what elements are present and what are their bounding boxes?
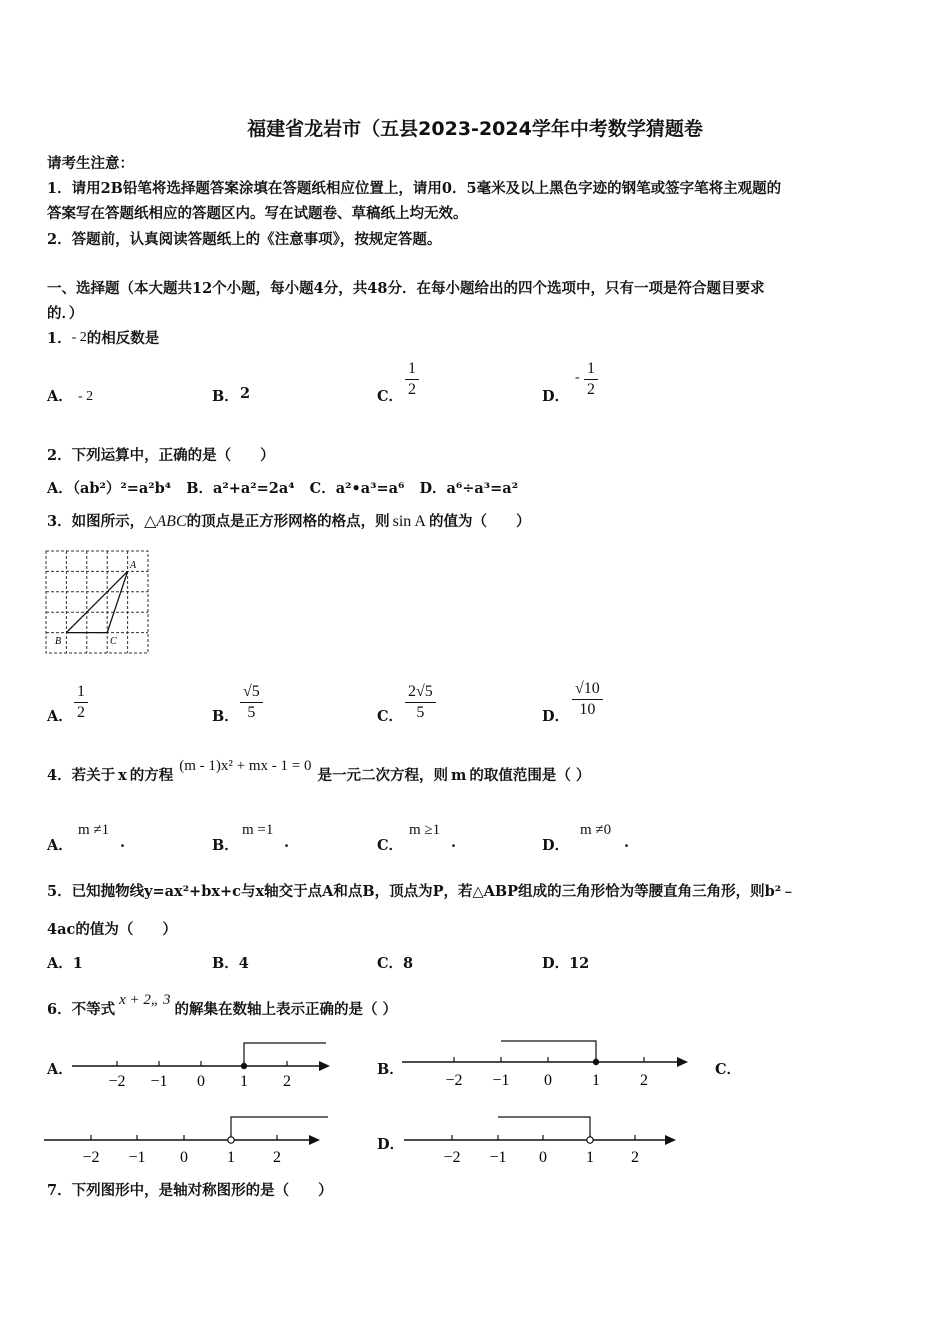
question-2-stem: 2．下列运算中，正确的是（ ） (47, 447, 275, 464)
q1-option-d-label: D． (542, 388, 570, 405)
notice-line-2: 答案写在答题纸相应的答题区内。写在试题卷、草稿纸上均无效。 (47, 205, 468, 222)
q1-option-c-fraction: 1 2 (405, 360, 419, 399)
tick-label: −1 (492, 1072, 510, 1089)
q4-option-c: m ≥1 (409, 822, 441, 838)
triangle-side-ca (107, 571, 127, 632)
q5-option-b: B．4 (212, 955, 249, 972)
q6-option-a-label: A． (47, 1061, 73, 1078)
axis-arrow (677, 1057, 688, 1067)
tick-label: 0 (180, 1149, 188, 1166)
axis-arrow (309, 1135, 320, 1145)
tick-label: 0 (544, 1072, 552, 1089)
q4-option-a-label: A． (47, 837, 73, 854)
tick-label: 0 (197, 1073, 205, 1090)
triangle-side-ba (66, 571, 127, 632)
q3-option-c-label: C． (377, 708, 404, 725)
q4-option-c-dot: . (451, 834, 457, 851)
q3-option-b-fraction: √5 5 (240, 683, 263, 722)
tick-label: 1 (586, 1149, 594, 1166)
axis-arrow (665, 1135, 676, 1145)
hollow-point (228, 1137, 234, 1143)
tick-label: 2 (283, 1073, 291, 1090)
question-1-stem: 1．- 2的相反数是 (47, 330, 160, 347)
q4-option-c-label: C． (377, 837, 404, 854)
q3-option-a-fraction: 1 2 (74, 683, 88, 722)
q3-triangle: △ABC (144, 513, 187, 530)
tick-label: −2 (82, 1149, 100, 1166)
vertex-label-b: B (55, 636, 62, 647)
q3-option-c-fraction: 2√5 5 (405, 683, 436, 722)
q4-option-b: m =1 (242, 822, 274, 838)
q6-option-b-number-line (402, 1038, 692, 1090)
notice-line-1: 1．请用2B铅笔将选择题答案涂填在答题纸相应位置上，请用0．5毫米及以上黑色字迹的钢笔或签字笔将主观题的 (47, 180, 782, 197)
q1-expression: - 2 (71, 330, 87, 345)
solution-bracket (498, 1117, 590, 1140)
tick-label: 1 (240, 1073, 248, 1090)
question-6-stem: 6．不等式x + 2„ 3的解集在数轴上表示正确的是（ ） (47, 992, 398, 1018)
vertex-label-a: A (130, 560, 137, 571)
tick-label: −2 (445, 1072, 463, 1089)
q4-option-d-label: D． (542, 837, 570, 854)
q3-option-d-fraction: √10 10 (572, 680, 603, 719)
q4-option-a: m ≠1 (78, 822, 110, 838)
solution-bracket (244, 1043, 326, 1066)
q2-option-a: （ab²）²=a²b⁴ (72, 480, 172, 497)
q3-sin-a: sin A (392, 513, 426, 530)
q1-option-d-fraction: 1 2 (584, 360, 598, 399)
q4-option-b-dot: . (284, 834, 290, 851)
tick-label: 1 (227, 1149, 235, 1166)
tick-label: −1 (128, 1149, 146, 1166)
tick-label: 2 (273, 1149, 281, 1166)
q6-option-d-label: D． (377, 1136, 405, 1153)
notice-line-3: 2．答题前，认真阅读答题纸上的《注意事项》，按规定答题。 (47, 231, 442, 248)
q5-option-a: A．1 (47, 955, 83, 972)
tick-label: 2 (631, 1149, 639, 1166)
solid-point (593, 1059, 599, 1065)
solid-point (241, 1063, 247, 1069)
q4-option-d: m ≠0 (580, 822, 612, 838)
q1-option-b: 2 (240, 385, 251, 402)
q4-option-a-dot: . (120, 834, 126, 851)
q4-option-d-dot: . (624, 834, 630, 851)
q1-option-a-label: A． (47, 388, 73, 405)
q3-grid-figure (45, 550, 150, 656)
tick-label: −1 (489, 1149, 507, 1166)
page-title: 福建省龙岩市（五县2023-2024学年中考数学猜题卷 (247, 118, 703, 140)
q6-option-a-number-line (72, 1038, 332, 1090)
q2-option-d: a⁶÷a³=a² (446, 480, 519, 497)
tick-label: −2 (443, 1149, 461, 1166)
question-5-stem-line-2: 4ac的值为（ ） (47, 921, 177, 938)
tick-label: 2 (640, 1072, 648, 1089)
q6-option-c-number-line (44, 1112, 329, 1166)
q6-inequality: x + 2„ 3 (119, 992, 171, 1008)
tick-label: −2 (108, 1073, 126, 1090)
solution-bracket (231, 1117, 328, 1140)
vertex-label-c: C (110, 636, 117, 647)
question-3-stem: 3．如图所示，△ABC的顶点是正方形网格的格点，则 sin A 的值为（ ） (47, 513, 531, 530)
tick-label: −1 (150, 1073, 168, 1090)
q6-option-d-number-line (404, 1112, 684, 1166)
q2-options: A．（ab²）²=a²b⁴ B．a²+a²=2a⁴ C．a²•a³=a⁶ D．a⁶÷a³=a² (47, 480, 519, 497)
q1-option-c-label: C． (377, 388, 404, 405)
q2-option-b: a²+a²=2a⁴ (212, 480, 295, 497)
q5-option-c: C．8 (377, 955, 414, 972)
q4-equation: (m - 1)x² + mx - 1 = 0 (179, 758, 312, 774)
axis-arrow (319, 1061, 330, 1071)
q1-option-a: - 2 (78, 389, 94, 404)
hollow-point (587, 1137, 593, 1143)
q3-option-d-label: D． (542, 708, 570, 725)
q4-option-b-label: B． (212, 837, 239, 854)
q1-option-d-sign: - (575, 370, 580, 385)
question-5-stem-line-1: 5．已知抛物线y=ax²+bx+c与x轴交于点A和点B，顶点为P，若△ABP组成的三角形恰为等腰直角三角形，则b²﹣ (47, 883, 796, 900)
section-heading-line-2: 的．） (47, 305, 84, 322)
q2-option-c: a²•a³=a⁶ (335, 480, 405, 497)
q6-option-b-label: B． (377, 1061, 404, 1078)
q3-option-b-label: B． (212, 708, 239, 725)
section-heading-line-1: 一、选择题（本大题共12个小题，每小题4分，共48分．在每小题给出的四个选项中，只有一项是符合题目要求 (47, 280, 765, 297)
tick-label: 0 (539, 1149, 547, 1166)
notice-heading: 请考生注意： (47, 155, 134, 172)
q3-option-a-label: A． (47, 708, 73, 725)
q6-option-c-label: C． (715, 1061, 742, 1078)
tick-label: 1 (592, 1072, 600, 1089)
question-7-stem: 7．下列图形中，是轴对称图形的是（ ） (47, 1182, 333, 1199)
q5-option-d: D．12 (542, 955, 590, 972)
question-4-stem: 4．若关于 x 的方程(m - 1)x² + mx - 1 = 0是一元二次方程，则 m 的取值范围是（ ） (47, 758, 591, 784)
q1-option-b-label: B． (212, 388, 239, 405)
